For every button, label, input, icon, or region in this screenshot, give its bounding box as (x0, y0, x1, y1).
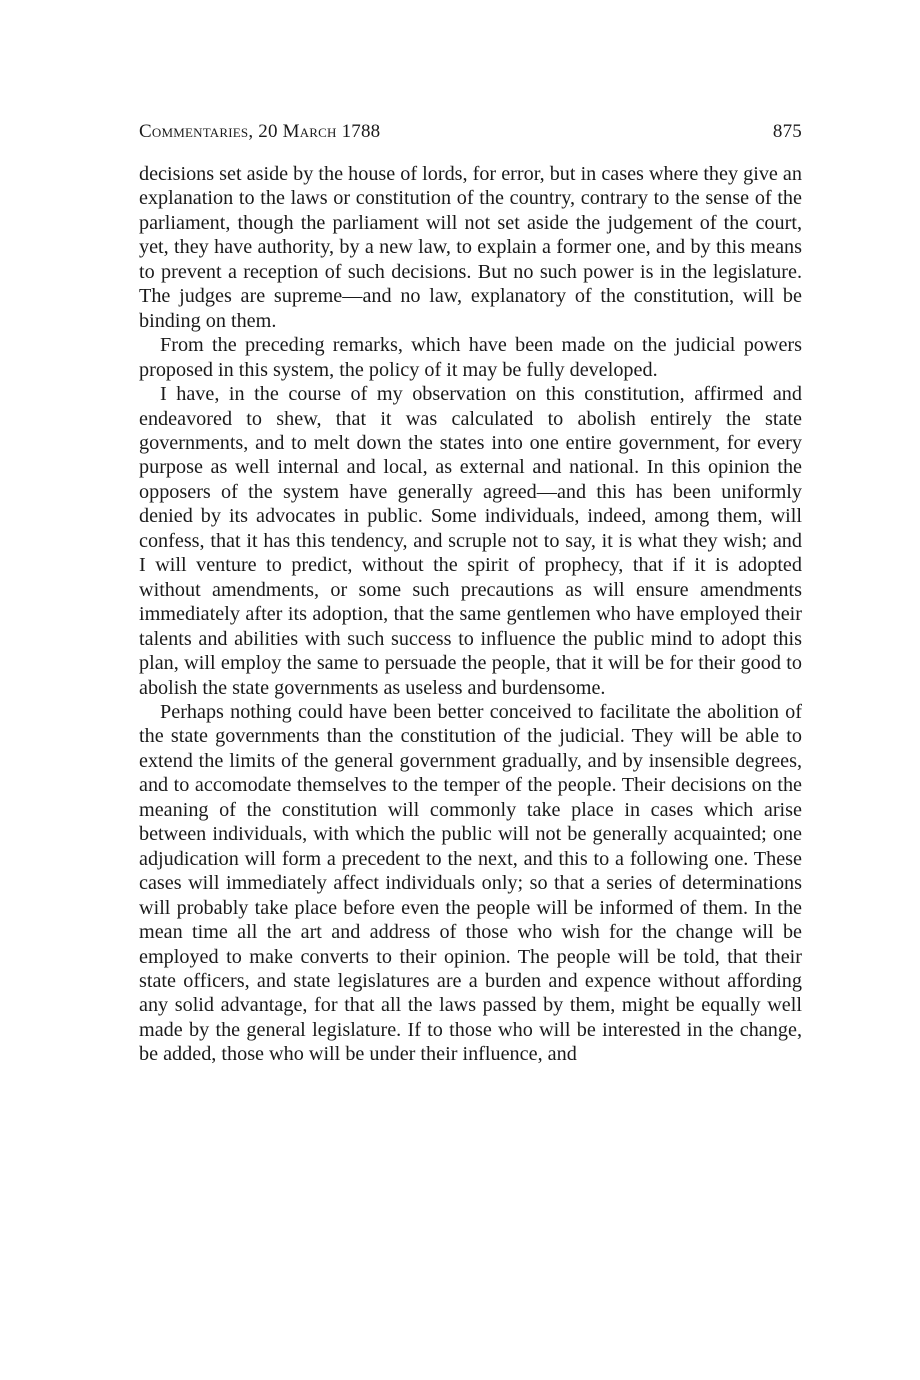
paragraph: decisions set aside by the house of lords, for error, but in cases where they give an explanation to the laws or constitution of the country, contrary to the sense of the parliament, though the parliament will not set aside the judgement of the court, yet, they have authority, by a new law, to explain a former one, and by this means to prevent a reception of such decisions. But no such power is in the legislature. The judges are supreme—and no law, explanatory of the constitution, will be binding on them. (139, 163, 802, 332)
paragraph: Perhaps nothing could have been better conceived to facilitate the abolition of the state governments than the constitution of the judicial. They will be able to extend the limits of the general government gradually, and by insensible degrees, and to accomodate themselves to the temper of the people. Their decisions on the meaning of the constitution will commonly take place in cases which arise between individuals, with which the public will not be generally acquainted; one adjudication will form a precedent to the next, and this to a following one. These cases will immediately affect individuals only; so that a series of determinations will probably take place before even the people will be informed of them. In the mean time all the art and address of those who wish for the change will be employed to make converts to their opinion. The people will be told, that their state officers, and state legislatures are a burden and expence without affording any solid advantage, for that all the laws passed by them, might be equally well made by the general legislature. If to those who will be interested in the change, be added, those who will be under their influence, and (139, 700, 802, 1066)
paragraph: I have, in the course of my observation on this constitution, affirmed and endeavored to shew, that it was calculated to abolish entirely the state governments, and to melt down the states into one entire government, for every purpose as well internal and local, as external and national. In this opinion the opposers of the system have generally agreed—and this has been uniformly denied by its advocates in public. Some individuals, indeed, among them, will confess, that it has this tendency, and scruple not to say, it is what they wish; and I will venture to predict, without the spirit of prophecy, that if it is adopted without amendments, or some such precautions as will ensure amendments immediately after its adoption, that the same gentlemen who have employed their talents and abilities with such success to influence the public mind to adopt this plan, will employ the same to persuade the people, that it will be for their good to abolish the state governments as useless and burdensome. (139, 383, 802, 699)
paragraph: From the preceding remarks, which have been made on the judicial powers proposed in this system, the policy of it may be fully developed. (139, 334, 802, 381)
page-number: 875 (772, 121, 802, 142)
body-text (139, 162, 802, 1067)
running-head-title: Commentaries, 20 March 1788 (139, 121, 381, 142)
document-page (139, 118, 802, 1067)
running-head (139, 118, 802, 162)
